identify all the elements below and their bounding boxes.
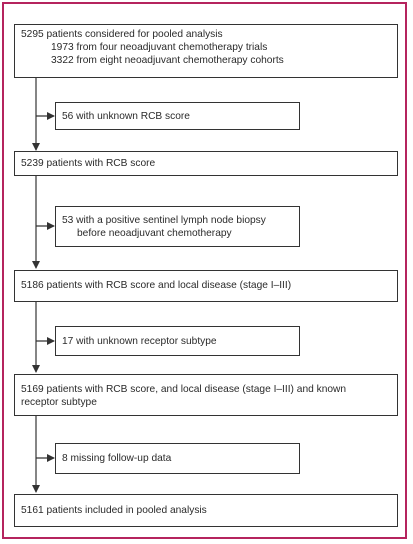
box-text: 3322 from eight neoadjuvant chemotherapy cohorts — [51, 55, 284, 66]
box-text: 1973 from four neoadjuvant chemotherapy trials — [51, 42, 268, 53]
box-text: 5186 patients with RCB score and local disease (stage I–III) — [21, 280, 292, 291]
main-box-rcb-score — [14, 151, 398, 176]
box-text: 17 with unknown receptor subtype — [62, 336, 217, 347]
box-text: 5239 patients with RCB score — [21, 158, 156, 169]
exclusion-box-unknown-subtype — [55, 326, 300, 356]
box-text: 5169 patients with RCB score, and local disease (stage I–III) and known — [21, 384, 347, 395]
main-box-local-disease — [14, 270, 398, 302]
box-text: before neoadjuvant chemotherapy — [77, 228, 232, 239]
box-text: 53 with a positive sentinel lymph node biopsy — [62, 215, 266, 226]
exclusion-box-unknown-rcb — [55, 102, 300, 130]
main-box-receptor-subtype — [14, 374, 398, 416]
exclusion-box-missing-follow-up — [55, 443, 300, 474]
box-text: receptor subtype — [21, 397, 97, 408]
main-box-considered — [14, 24, 398, 78]
box-text: 5295 patients considered for pooled analysis — [21, 29, 223, 40]
exclusion-box-sentinel-node — [55, 206, 300, 247]
main-box-included — [14, 494, 398, 527]
box-text: 8 missing follow-up data — [62, 453, 172, 464]
box-text: 5161 patients included in pooled analysis — [21, 505, 207, 516]
box-text: 56 with unknown RCB score — [62, 111, 190, 122]
